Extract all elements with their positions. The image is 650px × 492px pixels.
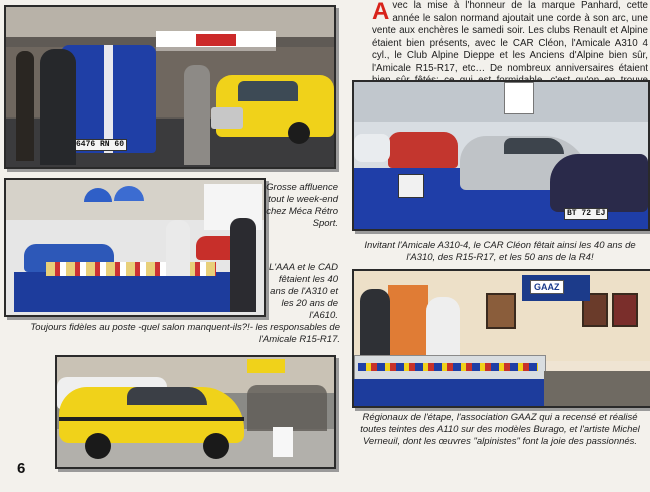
poster-left: [388, 285, 428, 355]
visitor-jacket: [40, 49, 76, 165]
red-banner: [196, 34, 236, 46]
photo-gaaz-stand: [352, 269, 650, 408]
black-stripe: [59, 417, 244, 421]
caption-gaaz: Régionaux de l'étape, l'association GAAZ qui a recensé et réalisé toutes teintes des A110 sur des modèles Burago, et l'artiste Michel Verneuil, dont les œuvres "alpinistes" font la joie des passionnés.: [360, 412, 640, 447]
roof-sign: [504, 82, 534, 114]
article-text: vec la mise à l'honneur de la marque Panhard, cette année le salon normand ajoutait une corde à son arc, une vente aux enchères le samedi soir. Les clubs Renault et Alpine étaient bien présents, avec le CAR Cléon, l'Amicale A310 4 cyl., le Club Alpine Dieppe et les Anciens d'Alpine bien sûr, l'Amicale R15-R17, etc… De nombreux anniversaires étaient: [372, 0, 648, 74]
photo-a310-r15: [352, 80, 650, 231]
white-car-bg: [354, 134, 390, 162]
wheel-rear: [203, 433, 229, 459]
blue-counter: [354, 379, 544, 406]
caption-aaa-cad: L'AAA et le CAD fêtaient les 40 ans de l'A310 et les 20 ans de l'A610.: [268, 262, 338, 321]
photo-yellow-r17: [55, 355, 336, 469]
hall-roof: [354, 82, 648, 122]
info-board: [398, 174, 424, 198]
visitor-grey: [184, 65, 210, 165]
woman-blonde: [426, 297, 460, 357]
yellow-car-window: [238, 81, 298, 101]
yellow-car-window: [127, 387, 207, 405]
blue-car-stripe: [104, 45, 113, 153]
gaaz-banner: GAAZ: [530, 280, 564, 294]
display-counter: [14, 272, 254, 312]
caption-meca-retro: Grosse affluence tout le week-end chez Méca Rétro Sport.: [266, 182, 338, 229]
photo-renault-stand: [4, 5, 336, 169]
silver-a310-window: [504, 138, 564, 154]
visitor-left: [16, 51, 34, 161]
page-number: 6: [17, 460, 26, 477]
blue-car-plate: 6476 RN 60: [73, 139, 127, 151]
books-row: [46, 262, 216, 276]
seller-man: [166, 220, 190, 276]
purple-car-plate: BT 72 EJ: [564, 208, 608, 220]
yellow-car-wheel: [288, 122, 310, 144]
miniatures: [358, 363, 538, 371]
red-car: [388, 132, 458, 168]
caption-r15-r17: Toujours fidèles au poste -quel salon manquent-ils?!- les responsables de l'Amicale R15-R17.: [30, 322, 340, 345]
frame-3: [612, 293, 638, 327]
wheel-front: [85, 433, 111, 459]
caption-a310-4: Invitant l'Amicale A310-4, le CAR Cléon fêtait ainsi les 40 ans de l'A310, des R15-R17, et les 50 ans de la R4!: [364, 240, 636, 263]
banner-yellow: [247, 359, 285, 373]
purple-car: [550, 154, 648, 212]
floor: [544, 371, 650, 406]
dropcap: A: [372, 0, 390, 25]
photo-meca-retro-stand: [4, 178, 266, 317]
visitors: [247, 385, 327, 431]
white-chair: [273, 427, 293, 457]
engine-display: [211, 107, 243, 129]
frame-1: [486, 293, 516, 329]
seller-dark: [230, 218, 256, 312]
